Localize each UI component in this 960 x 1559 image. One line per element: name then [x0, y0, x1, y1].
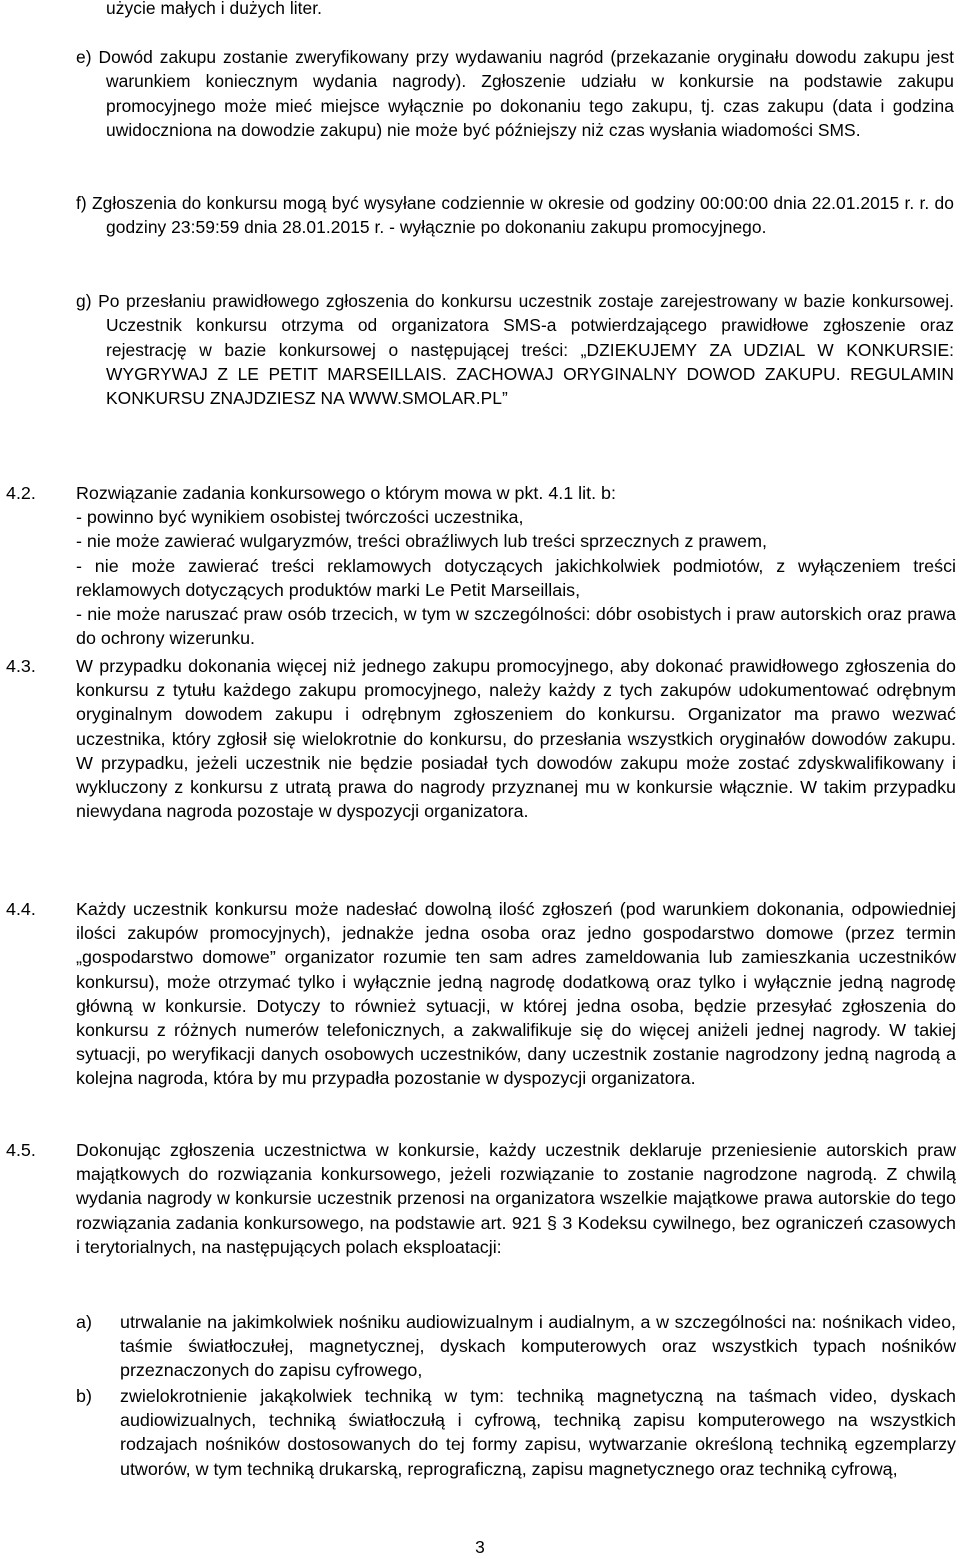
section-4-4: Każdy uczestnik konkursu może nadesłać dowolną ilość zgłoszeń (pod warunkiem dokonania, odpowiedniej ilości zakupów promocyjnych), jednakże jedna osoba oraz jedno gospodarstwo domowe (przez termin „gospodarstwo domowe” organizator rozumie ten sam adres zameldowania lub zamieszkania uczestników konkursu), może otrzymać tylko i wyłącznie jedną nagrodę dodatkową oraz tylko i wyłącznie jedną nagrodę główną w konkursie. Dotyczy to również sytuacji, w której jedna osoba, będzie przesyłać zgłoszenia do konkursu z różnych numerów telefonicznych, a zakwalifikuje się do więcej aniżeli jednej nagrody. W takiej sytuacji, po weryfikacji danych osobowych uczestników, dany uczestnik zostanie nagrodzony jedną nagrodą a kolejna nagroda, która by mu przypadła pozostanie w dyspozycji organizatora. [76, 899, 956, 1089]
section-number: 4.5. [6, 1140, 36, 1160]
page-number: 3 [475, 1537, 485, 1557]
field-label: b) [76, 1386, 92, 1406]
section-number: 4.3. [6, 656, 36, 676]
section-number: 4.4. [6, 899, 36, 919]
section-line: - nie może naruszać praw osób trzecich, w tym w szczególności: dóbr osobistych i praw autorskich oraz prawa do ochrony wizerunku. [76, 604, 956, 649]
item-e: e) Dowód zakupu zostanie zweryfikowany przy wydawaniu nagród (przekazanie oryginału dowodu zakupu jest warunkiem koniecznym wydania nagrody). Zgłoszenie udziału w konkursie na podstawie zakupu promocyjnego może mieć miejsce wyłącznie po dokonaniu tego zakupu, tj. czas zakupu (data i godzina uwidoczniona na dowodzie zakupu) nie może być późniejszy niż czas wysłania wiadomości SMS. [76, 47, 954, 140]
item-g: g) Po przesłaniu prawidłowego zgłoszenia do konkursu uczestnik zostaje zarejestrowany w bazie konkursowej. Uczestnik konkursu otrzyma od organizatora SMS-a potwierdzającego prawidłowe zgłoszenie oraz rejestrację w bazie konkursowej o następującej treści: „DZIEKUJEMY ZA UDZIAL W KONKURSIE: WYGRYWAJ Z LE PETIT MARSEILLAIS. ZACHOWAJ ORYGINALNY DOWOD ZAKUPU. REGULAMIN KONKURSU ZNAJDZIESZ NA WWW.SMOLAR.PL” [76, 291, 954, 409]
section-4-2 [76, 481, 956, 650]
section-4-5: Dokonując zgłoszenia uczestnictwa w konkursie, każdy uczestnik deklaruje przeniesienie autorskich praw majątkowych do rozwiązania konkursowego, jeżeli rozwiązanie to zostanie nagrodzone nagrodą. Z chwilą wydania nagrody w konkursie uczestnik przenosi na organizatora wszelkie majątkowe prawa autorskie do tego rozwiązania zadania konkursowego, na podstawie art. 921 § 3 Kodeksu cywilnego, bez ograniczeń czasowych i terytorialnych, na następujących polach eksploatacji: [76, 1140, 956, 1257]
section-line: - nie może zawierać treści reklamowych dotyczących jakichkolwiek podmiotów, z wyłączeniem treści reklamowych dotyczących produktów marki Le Petit Marseillais, [76, 555, 956, 600]
section-line: - powinno być wynikiem osobistej twórczości uczestnika, [76, 507, 524, 528]
field-label: a) [76, 1312, 92, 1332]
section-line: Rozwiązanie zadania konkursowego o którym mowa w pkt. 4.1 lit. b: [76, 483, 616, 503]
section-4-3: W przypadku dokonania więcej niż jednego zakupu promocyjnego, aby dokonać prawidłowego zgłoszenia do konkursu z tytułu każdego zakupu promocyjnego, należy każdy z tych zakupów udokumentować odrębnym oryginalnym dowodem zakupu i odrębnym zgłoszeniem do konkursu. Organizator ma prawo wezwać uczestnika, który zgłosił się wielokrotnie do konkursu, do przesłania wszystkich oryginałów dowodów zakupu. W przypadku, jeżeli uczestnik nie będzie posiadał tych dowodów zakupu może zostać zdyskwalifikowany i wykluczony z konkursu z utratą prawa do nagrody przyznanej mu w konkursie włącznie. W takim przypadku niewydana nagroda pozostaje w dyspozycji organizatora. [76, 656, 956, 822]
section-number: 4.2. [6, 483, 36, 503]
top-fragment: użycie małych i dużych liter. [106, 0, 323, 18]
field-b: zwielokrotnienie jakąkolwiek techniką w tym: techniką magnetyczną na taśmach video, dyskach audiowizualnych, techniką światłoczułą i cyfrową, techniką zapisu komputerowego na wszystkich rodzajach nośników dostosowanych do tej formy zapisu, wytwarzanie określoną techniką egzemplarzy utworów, w tym techniką drukarską, reprograficzną, zapisu magnetycznego oraz techniką cyfrową, [120, 1386, 956, 1479]
field-a: utrwalanie na jakimkolwiek nośniku audiowizualnym i audialnym, a w szczególności na: nośnikach video, taśmie światłoczułej, magnetycznej, dyskach komputerowych oraz wszystkich typach nośników przeznaczonych do zapisu cyfrowego, [120, 1312, 956, 1381]
section-line: - nie może zawierać wulgaryzmów, treści obraźliwych lub treści sprzecznych z prawem, [76, 531, 767, 552]
item-f: f) Zgłoszenia do konkursu mogą być wysyłane codziennie w okresie od godziny 00:00:00 dnia 22.01.2015 r. r. do godziny 23:59:59 dnia 28.01.2015 r. - wyłącznie po dokonaniu zakupu promocyjnego. [76, 193, 954, 238]
